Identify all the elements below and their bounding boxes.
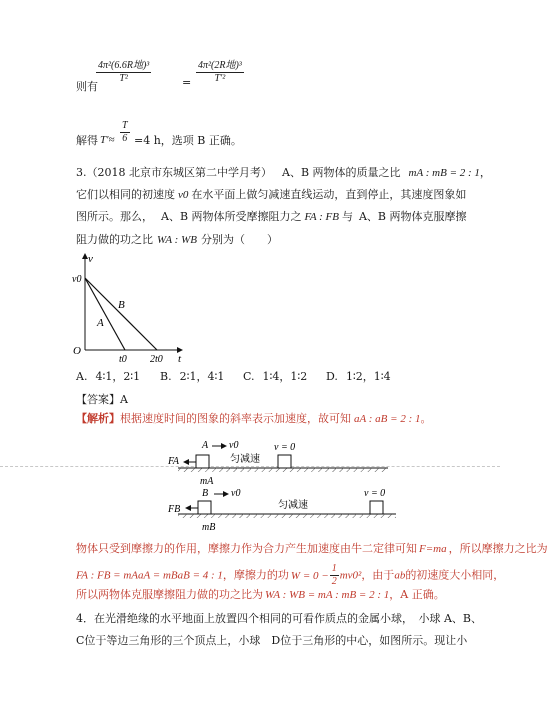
solution-numerator: T	[122, 120, 128, 131]
q3-comma: ，	[479, 166, 491, 179]
same-speed-text: 的初速度大小相同，	[405, 568, 505, 582]
conclusion-text-1: 物体只受到摩擦力的作用，摩擦力作为合力产生加速度由牛二定律可知	[76, 542, 417, 555]
half-numerator: 1	[331, 563, 337, 574]
origin-label: O	[73, 345, 81, 357]
line-a-label: A	[97, 317, 104, 329]
answer: 【答案】A	[76, 393, 128, 406]
conclusion-end: ，A 正确。	[389, 588, 445, 601]
q3-line-1	[76, 166, 491, 180]
force-ratio-formula: FA : FB = mAaA = mBaB = 4 : 1	[76, 569, 223, 582]
v0-tick-label: v0	[72, 274, 82, 285]
friction-label-b: FB	[168, 504, 181, 515]
friction-work-text: ，摩擦力的功	[222, 568, 289, 582]
ratio-label: 则有	[76, 80, 98, 93]
line-a	[85, 278, 125, 350]
since-text: ，由于	[361, 568, 395, 582]
analysis-text: 根据速度时间的图象的斜率表示加速度，故可知	[120, 412, 351, 425]
q3-work-ratio: WA : WB	[157, 234, 197, 246]
conclusion-line-3	[76, 588, 445, 602]
block-b-end	[370, 501, 383, 514]
q3-line-4	[76, 233, 278, 247]
friction-label-a: FA	[168, 456, 179, 467]
ground-hatch-b	[178, 514, 396, 518]
option-b-value: 2∶1，4∶1	[179, 370, 225, 383]
option-c-label: C.	[243, 370, 255, 383]
option-c	[243, 370, 307, 383]
block-b-diagram	[160, 484, 460, 540]
ratio-rhs-denominator: T′²	[214, 73, 226, 84]
v-zero-label-a: v = 0	[274, 442, 296, 453]
ratio-rhs-numerator: 4π²(2R地)³	[198, 60, 242, 71]
mass-label-b: mB	[202, 522, 216, 533]
q3-mass-ratio: mA : mB = 2 : 1	[408, 167, 480, 179]
ratio-lhs-fraction	[96, 60, 151, 85]
ratio-lhs-denominator: T²	[119, 73, 128, 84]
line-b	[85, 278, 157, 350]
block-b-start	[198, 501, 211, 514]
q3-line-3	[76, 210, 467, 224]
q3-friction-text: A、B 两物体所受摩擦阻力之	[161, 210, 302, 223]
q3-v0: v0	[178, 189, 189, 201]
ratio-equals: =	[182, 76, 192, 89]
q4-line-2: C位于等边三角形的三个顶点上，小球 D位于三角形的中心，如图所示。现让小	[76, 634, 468, 647]
ab-symbol: ab	[394, 569, 406, 582]
v-zero-label-b: v = 0	[364, 488, 386, 499]
block-b-label: B	[202, 488, 209, 499]
option-d-label: D.	[326, 370, 338, 383]
q3-mass-text: A、B 两物体的质量之比	[282, 166, 401, 179]
t0-tick-label: t0	[119, 354, 127, 365]
kinetic-term: mv0²	[339, 569, 362, 582]
conclusion-line-1	[76, 542, 548, 556]
analysis-tag: 【解析】	[76, 412, 120, 425]
q3-work-text: A、B 两物体克服摩擦	[358, 210, 467, 223]
line-b-label: B	[118, 299, 125, 311]
q3-force-ratio: FA : FB	[304, 211, 339, 223]
solution-lhs: T′≈	[100, 134, 115, 146]
q3-ask: 分别为（ ）	[200, 233, 278, 246]
work-formula: W = 0 −	[290, 569, 329, 582]
half-denominator: 2	[331, 576, 337, 587]
work-ratio-formula: WA : WB = mA : mB = 2 : 1	[265, 589, 390, 601]
q3-work-ratio-text: 阻力做的功之比	[76, 233, 153, 246]
analysis-end: 。	[420, 412, 432, 425]
t-axis-label: t	[178, 353, 182, 365]
option-b	[160, 370, 224, 383]
solution-fraction	[120, 120, 130, 145]
q3-source: 3.（2018 北京市东城区第二中学月考）	[76, 166, 272, 179]
analysis-line	[76, 412, 432, 426]
conclusion-text-1b: ，所以摩擦力之比为	[448, 542, 548, 555]
analysis-formula: aA : aB = 2 : 1	[354, 413, 421, 425]
conclusion-text-3: 所以两物体克服摩擦阻力做的功之比为	[76, 588, 263, 601]
option-a-value: 4∶1，2∶1	[95, 370, 141, 383]
q3-initial-speed-text: 它们以相同的初速度	[76, 188, 175, 201]
q3-motion-text: 在水平面上做匀减速直线运动，直到停止，其速度图象如	[191, 188, 467, 201]
q4-line-1: 4．在光滑绝缘的水平地面上放置四个相同的可看作质点的金属小球， 小球 A、B、	[76, 612, 483, 625]
v0-label-b: v0	[231, 488, 241, 499]
decel-title-b: 匀减速	[278, 500, 308, 511]
block-a-diagram	[160, 432, 400, 490]
block-a-label: A	[202, 440, 209, 451]
conclusion-line-2	[76, 563, 504, 588]
velocity-time-graph	[70, 248, 190, 368]
option-d-value: 1∶2，1∶4	[345, 370, 391, 383]
option-b-label: B.	[160, 370, 172, 383]
v-axis-label: v	[88, 253, 93, 265]
solution-denominator: 6	[122, 133, 128, 144]
block-a-start	[196, 455, 209, 468]
option-d	[326, 370, 391, 383]
q3-and: 与	[341, 210, 353, 223]
decel-title-a: 匀减速	[230, 454, 260, 465]
ratio-lhs-numerator: 4π²(6.6R地)³	[98, 60, 150, 71]
q3-line-2	[76, 188, 466, 202]
mass-label-a: mA	[200, 476, 214, 487]
solution-label: 解得	[76, 134, 98, 147]
block-a-end	[278, 455, 291, 468]
option-a	[76, 370, 140, 383]
ratio-rhs-fraction	[196, 60, 244, 85]
v0-label-a: v0	[229, 440, 239, 451]
option-a-label: A.	[76, 370, 88, 383]
newton-law: F=ma	[419, 543, 447, 555]
q3-figure-text: 图所示。那么，	[76, 210, 153, 223]
solution-result: =4 h，选项 B 正确。	[134, 134, 242, 147]
2t0-tick-label: 2t0	[150, 354, 163, 365]
ground-hatch-a	[178, 468, 388, 472]
option-c-value: 1∶4，1∶2	[262, 370, 308, 383]
